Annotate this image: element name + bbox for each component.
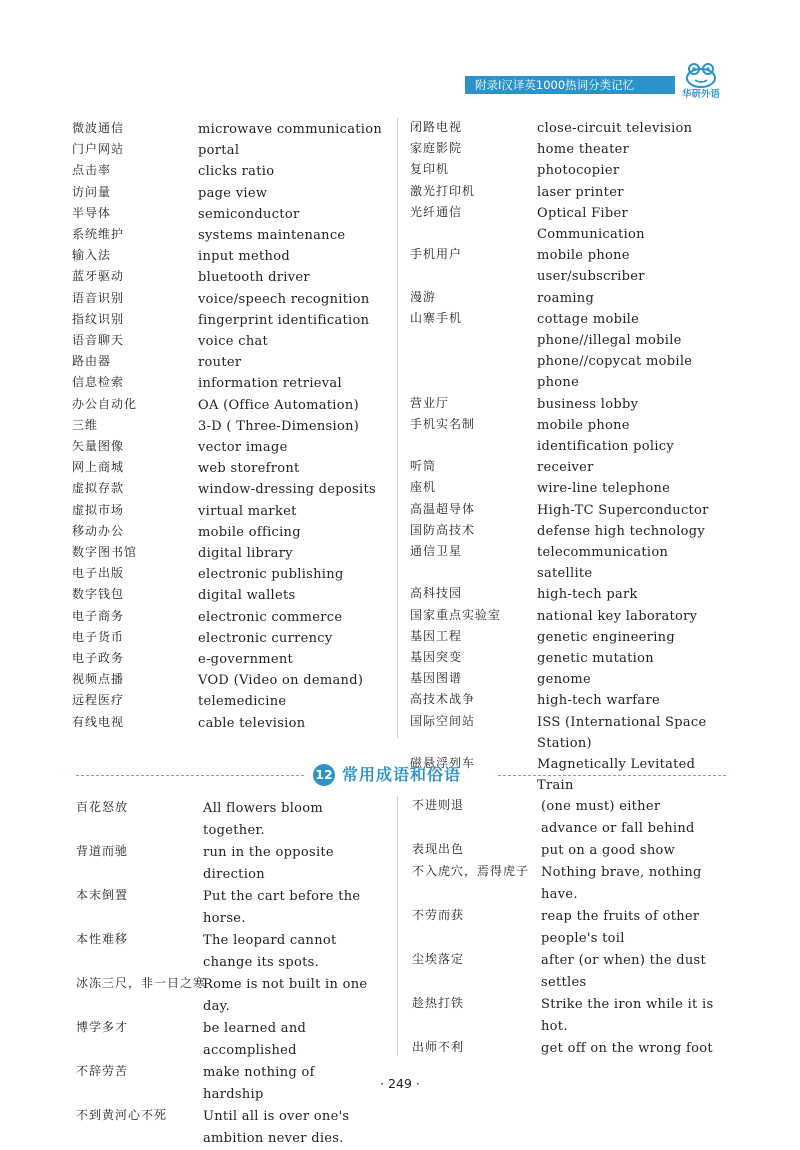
list-item [72, 564, 388, 585]
english-translation: window-dressing deposits [198, 482, 376, 498]
page-number: · 249 · [380, 1076, 420, 1091]
english-translation: national key laboratory [537, 608, 698, 624]
english-translation: digital wallets [198, 588, 296, 604]
chinese-term: 复印机 [410, 162, 450, 177]
list-item [410, 182, 719, 203]
english-translation: mobile phone user/subscriber [537, 248, 645, 285]
list-item [72, 649, 388, 670]
list-item [410, 542, 719, 584]
chinese-term: 办公自动化 [72, 396, 138, 411]
english-translation: genetic mutation [537, 651, 654, 667]
chinese-term: 家庭影院 [410, 141, 463, 156]
english-translation: input method [198, 249, 290, 265]
english-translation: portal [198, 143, 240, 159]
list-item [76, 1018, 379, 1062]
english-translation: (one must) either advance or fall behind [541, 799, 695, 836]
list-item [412, 840, 719, 862]
list-item [72, 183, 388, 204]
english-translation: All flowers bloom together. [203, 801, 324, 838]
list-item [72, 204, 388, 225]
chinese-term: 系统维护 [72, 227, 125, 242]
chinese-term: 基因工程 [410, 628, 463, 643]
list-item [72, 246, 388, 267]
english-translation: Until all is over one's ambition never dies. [203, 1109, 350, 1146]
english-translation: information retrieval [198, 376, 342, 392]
column-divider [397, 118, 398, 738]
english-translation: wire-line telephone [537, 481, 671, 497]
list-item [72, 670, 388, 691]
list-item [410, 521, 719, 542]
list-item [72, 585, 388, 606]
list-item [72, 479, 388, 500]
list-item [72, 119, 388, 140]
list-item [410, 415, 719, 457]
list-item [410, 203, 719, 245]
chinese-term: 数字图书馆 [72, 545, 138, 560]
english-translation: receiver [537, 460, 594, 476]
chinese-term: 视频点播 [72, 672, 125, 687]
english-translation: high-tech warfare [537, 693, 660, 709]
list-item [72, 416, 388, 437]
chinese-term: 路由器 [72, 354, 112, 369]
list-item [410, 118, 719, 139]
chinese-term: 趁热打铁 [412, 996, 465, 1010]
chinese-term: 信息检索 [72, 375, 125, 390]
list-item [72, 352, 388, 373]
english-translation: fingerprint identification [198, 312, 370, 328]
english-translation: mobile officing [198, 524, 301, 540]
list-item [76, 930, 379, 974]
english-translation: telemedicine [198, 694, 287, 710]
chinese-term: 语音聊天 [72, 333, 125, 348]
english-translation: semiconductor [198, 206, 300, 222]
chinese-term: 门户网站 [72, 142, 125, 157]
chinese-term: 虚拟市场 [72, 502, 125, 517]
list-item [72, 331, 388, 352]
chinese-term: 高科技园 [410, 586, 463, 601]
chinese-term: 虚拟存款 [72, 481, 125, 496]
section-heading [76, 762, 726, 788]
chinese-term: 电子货币 [72, 629, 125, 644]
english-translation: electronic commerce [198, 609, 343, 625]
chinese-term: 远程医疗 [72, 693, 125, 708]
chinese-term: 座机 [410, 480, 437, 495]
chinese-term: 移动办公 [72, 523, 125, 538]
english-translation: put on a good show [541, 843, 676, 858]
english-translation: high-tech park [537, 587, 638, 603]
english-translation: roaming [537, 290, 595, 306]
english-translation: web storefront [198, 461, 300, 477]
chinese-term: 出师不利 [412, 1040, 465, 1054]
list-item [412, 796, 719, 840]
list-item [72, 225, 388, 246]
chinese-term: 不进则退 [412, 798, 465, 812]
english-translation: after (or when) the dust settles [541, 953, 707, 990]
chinese-term: 漫游 [410, 289, 437, 304]
list-item [76, 798, 379, 842]
english-translation: home theater [537, 142, 630, 158]
list-item [412, 994, 719, 1038]
english-translation: close-circuit television [537, 121, 693, 136]
list-item [410, 394, 719, 415]
list-item [410, 309, 719, 394]
list-item [410, 606, 719, 627]
list-item [72, 437, 388, 458]
english-translation: voice/speech recognition [198, 291, 370, 307]
chinese-term: 高温超导体 [410, 501, 476, 516]
english-translation: microwave communication [198, 122, 383, 137]
english-translation: telecommunication satellite [537, 545, 669, 582]
chinese-term: 国际空间站 [410, 713, 476, 728]
list-item [76, 842, 379, 886]
chinese-term: 百花怒放 [76, 800, 129, 814]
dashed-rule [76, 775, 304, 776]
list-item [72, 501, 388, 522]
list-item [412, 862, 719, 906]
list-item [410, 690, 719, 711]
english-translation: Strike the iron while it is hot. [541, 997, 714, 1034]
english-translation: virtual market [198, 503, 297, 519]
list-item [410, 288, 719, 309]
chinese-term: 电子出版 [72, 566, 125, 581]
list-item [72, 373, 388, 394]
chinese-term: 本末倒置 [76, 888, 129, 902]
list-item [410, 245, 719, 287]
english-translation: make nothing of hardship [203, 1065, 315, 1102]
english-translation: Magnetically Levitated Train [537, 757, 696, 794]
english-translation: get off on the wrong foot [541, 1041, 713, 1056]
list-item [72, 458, 388, 479]
list-item [410, 160, 719, 181]
chinese-term: 矢量图像 [72, 439, 125, 454]
dashed-rule [498, 775, 726, 776]
chinese-term: 不到黄河心不死 [76, 1108, 168, 1122]
english-translation: cable television [198, 715, 306, 731]
chinese-term: 听筒 [410, 459, 437, 474]
chinese-term: 访问量 [72, 184, 112, 199]
english-translation: vector image [198, 440, 288, 456]
chinese-term: 电子政务 [72, 651, 125, 666]
list-item [76, 1106, 379, 1150]
english-translation: photocopier [537, 163, 620, 179]
english-translation: laser printer [537, 184, 624, 200]
chinese-term: 指纹识别 [72, 311, 125, 326]
chinese-term: 语音识别 [72, 290, 125, 305]
chinese-term: 数字钱包 [72, 587, 125, 602]
english-translation: bluetooth driver [198, 270, 310, 286]
column-divider [397, 796, 398, 1056]
list-item [72, 713, 388, 734]
vocab-list-left [72, 119, 388, 734]
list-item [410, 648, 719, 669]
list-item [410, 457, 719, 478]
english-translation: e-government [198, 652, 294, 668]
chinese-term: 点击率 [72, 163, 112, 178]
list-item [410, 139, 719, 160]
idiom-list-left [76, 798, 379, 1150]
chinese-term: 电子商务 [72, 608, 125, 623]
chinese-term: 国家重点实验室 [410, 607, 502, 622]
chinese-term: 冰冻三尺，非一日之寒 [76, 976, 207, 990]
english-translation: run in the opposite direction [203, 845, 334, 882]
list-item [72, 267, 388, 288]
chinese-term: 表现出色 [412, 842, 465, 856]
english-translation: reap the fruits of other people's toil [541, 909, 700, 946]
english-translation: electronic publishing [198, 567, 344, 583]
chinese-term: 磁悬浮列车 [410, 756, 476, 771]
list-item [72, 289, 388, 310]
english-translation: systems maintenance [198, 228, 346, 244]
english-translation: VOD (Video on demand) [198, 673, 364, 689]
list-item [72, 140, 388, 161]
chinese-term: 光纤通信 [410, 204, 463, 219]
chinese-term: 微波通信 [72, 121, 125, 135]
english-translation: mobile phone identification policy [537, 417, 675, 455]
idiom-list-right [412, 796, 719, 1060]
chinese-term: 闭路电视 [410, 120, 463, 134]
running-header: 附录Ⅰ汉译英1000热词分类记忆 [465, 76, 675, 94]
logo-text: 华研外语 [681, 89, 720, 100]
publisher-logo [676, 62, 726, 100]
list-item [72, 691, 388, 712]
english-translation: business lobby [537, 396, 639, 412]
english-translation: router [198, 355, 242, 371]
english-translation: genome [537, 672, 592, 688]
english-translation: High-TC Superconductor [537, 502, 709, 518]
list-item [412, 906, 719, 950]
english-translation: Nothing brave, nothing have. [541, 865, 702, 902]
chinese-term: 背道而驰 [76, 844, 129, 858]
frog-icon [676, 62, 726, 88]
chinese-term: 网上商城 [72, 460, 125, 475]
chinese-term: 高技术战争 [410, 692, 476, 707]
chinese-term: 国防高技术 [410, 522, 476, 537]
section-title: 常用成语和俗语 [342, 765, 462, 784]
english-translation: cottage mobile phone//illegal mobile phone//copycat mobile phone [537, 311, 693, 391]
chinese-term: 基因突变 [410, 650, 463, 665]
english-translation: OA (Office Automation) [198, 397, 359, 413]
chinese-term: 三维 [72, 417, 99, 432]
chinese-term: 不劳而获 [412, 908, 465, 922]
english-translation: voice chat [198, 334, 269, 350]
chinese-term: 博学多才 [76, 1020, 129, 1034]
list-item [72, 395, 388, 416]
chinese-term: 激光打印机 [410, 183, 476, 198]
section-number-badge: 12 [313, 764, 335, 786]
english-translation: defense high technology [537, 523, 706, 539]
english-translation: genetic engineering [537, 629, 675, 645]
list-item [410, 478, 719, 499]
list-item [410, 584, 719, 605]
english-translation: digital library [198, 546, 293, 562]
english-translation: electronic currency [198, 630, 333, 646]
chinese-term: 通信卫星 [410, 544, 463, 559]
english-translation: be learned and accomplished [203, 1021, 307, 1058]
english-translation: The leopard cannot change its spots. [203, 933, 337, 970]
list-item [410, 669, 719, 690]
list-item [72, 543, 388, 564]
chinese-term: 基因图谱 [410, 671, 463, 686]
list-item [410, 500, 719, 521]
english-translation: Rome is not built in one day. [203, 977, 368, 1014]
list-item [72, 161, 388, 182]
english-translation: Put the cart before the horse. [203, 889, 361, 926]
english-translation: page view [198, 185, 268, 201]
chinese-term: 山寨手机 [410, 310, 463, 325]
chinese-term: 输入法 [72, 248, 112, 263]
list-item [72, 522, 388, 543]
list-item [76, 886, 379, 930]
list-item [412, 950, 719, 994]
english-translation: ISS (International Space Station) [537, 714, 707, 751]
chinese-term: 蓝牙驱动 [72, 269, 125, 284]
chinese-term: 尘埃落定 [412, 952, 465, 966]
list-item [72, 310, 388, 331]
list-item [410, 627, 719, 648]
chinese-term: 不入虎穴，焉得虎子 [412, 864, 530, 878]
chinese-term: 营业厅 [410, 395, 450, 410]
chinese-term: 不辞劳苦 [76, 1064, 129, 1078]
chinese-term: 有线电视 [72, 714, 125, 729]
list-item [72, 628, 388, 649]
chinese-term: 手机实名制 [410, 416, 476, 431]
list-item [410, 712, 719, 754]
chinese-term: 半导体 [72, 205, 112, 220]
chinese-term: 手机用户 [410, 247, 463, 262]
list-item [72, 607, 388, 628]
english-translation: 3-D ( Three-Dimension) [198, 418, 360, 434]
list-item [76, 974, 379, 1018]
english-translation: clicks ratio [198, 164, 275, 180]
list-item [412, 1038, 719, 1060]
english-translation: Optical Fiber Communication [537, 205, 645, 243]
chinese-term: 本性难移 [76, 932, 129, 946]
vocab-list-right [410, 118, 719, 797]
